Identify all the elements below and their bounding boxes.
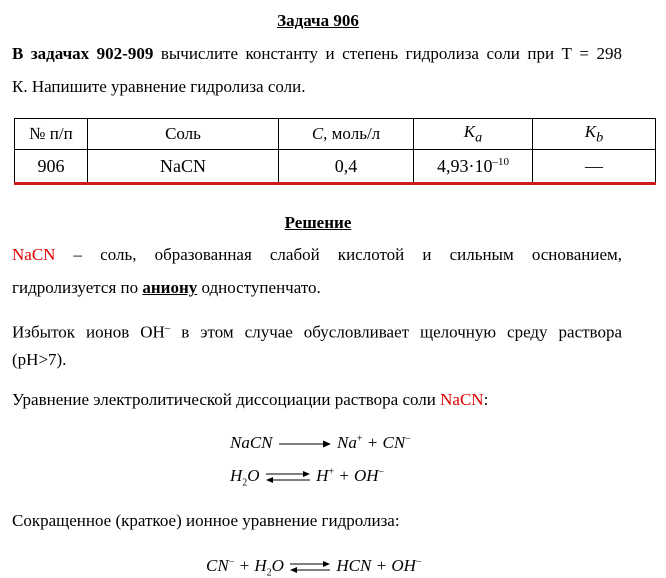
ka-sub: a [475,129,483,146]
solution-p2-line1 [12,319,622,342]
eq1-na: Na [337,433,357,452]
solution-p4: Сокращенное (краткое) ионное уравнение гидролиза: [12,511,400,530]
p1-line2-pre: гидролизуется по [12,278,143,297]
eq3-plus2: + [371,556,392,575]
eq3-o: O [271,556,284,575]
equilibrium-arrows-icon [264,471,312,483]
cell-conc: 0,4 [279,150,414,184]
anion-emphasis: аниону [142,278,198,297]
eq1-cn-charge: − [405,433,411,445]
dissociation-equation-2 [230,466,384,488]
problem-title: Задача 906 [277,11,359,30]
equilibrium-arrows-icon-2 [288,561,332,573]
ka-symbol: K [463,121,476,141]
solution-p1-line2 [12,279,622,297]
kb-symbol: K [584,121,597,141]
p1-rest: – соль, образованная слабой кислотой и сильным основанием, [55,245,622,264]
eq2-oh-charge: − [378,466,385,478]
ka-exp: –10 [492,155,509,168]
header-kb [533,119,656,150]
ka-base: 4,93·10 [437,155,493,176]
eq2-hplus-charge: + [328,466,334,478]
eq2-o: O [247,466,260,485]
solution-title: Решение [284,213,352,232]
p3-post: : [483,390,489,409]
cell-kb: — [533,150,656,184]
eq3-oh-charge: − [415,556,422,568]
conc-symbol: C [311,124,324,143]
hydrolysis-equation [206,556,422,578]
header-num: № п/п [15,119,88,150]
solution-p3 [12,391,622,409]
salt-highlight: NaCN [12,245,56,264]
eq3-sub2: 2 [266,567,272,578]
cell-num: 906 [15,150,88,184]
dissociation-equation-1 [230,433,411,453]
kb-sub: b [596,129,604,146]
right-arrow-icon [277,439,333,449]
salt-highlight-2: NaCN [440,390,484,409]
eq3-oh: OH [391,556,416,575]
solution-p1-line1 [12,246,622,264]
eq2-h: H [230,466,243,485]
eq1-na-charge: + [356,433,363,445]
eq3-cn-charge: − [228,556,235,568]
task-bold-prefix: В задачах 902-909 [12,44,154,63]
eq3-h: H [254,556,267,575]
p2-oh: Избыток ионов OH [12,322,165,342]
cell-salt: NaCN [88,150,279,184]
eq2-sub2: 2 [242,477,248,489]
eq1-cn: CN [382,433,406,452]
p2-oh-minus: – [164,322,171,334]
p1-line2-post: одноступенчато. [197,278,321,297]
eq2-hplus: H [316,466,329,485]
header-salt: Соль [88,119,279,150]
task-line-1-rest: вычислите константу и степень гидролиза соли при Т = 298 [153,44,622,63]
eq3-hcn: HCN [336,556,372,575]
table-header-row [15,119,656,150]
table-row [15,150,656,184]
header-ka [414,119,533,150]
data-table [14,118,656,185]
task-line-2: К. Напишите уравнение гидролиза соли. [12,77,306,96]
header-conc [279,119,414,150]
eq1-plus: + [362,433,383,452]
cell-ka [414,150,533,184]
p3-pre: Уравнение электролитической диссоциации раствора соли [12,390,441,409]
conc-unit: , моль/л [323,124,381,143]
solution-p2-line2: (pH>7). [12,350,67,369]
p2-rest: в этом случае обусловливает щелочную среду раствора [170,322,622,342]
eq1-left: NaCN [230,433,273,452]
eq2-oh: OH [353,466,379,485]
eq3-cn: CN [206,556,229,575]
task-line-1 [12,45,622,63]
eq2-plus: + [333,466,354,485]
eq3-plus1: + [234,556,255,575]
